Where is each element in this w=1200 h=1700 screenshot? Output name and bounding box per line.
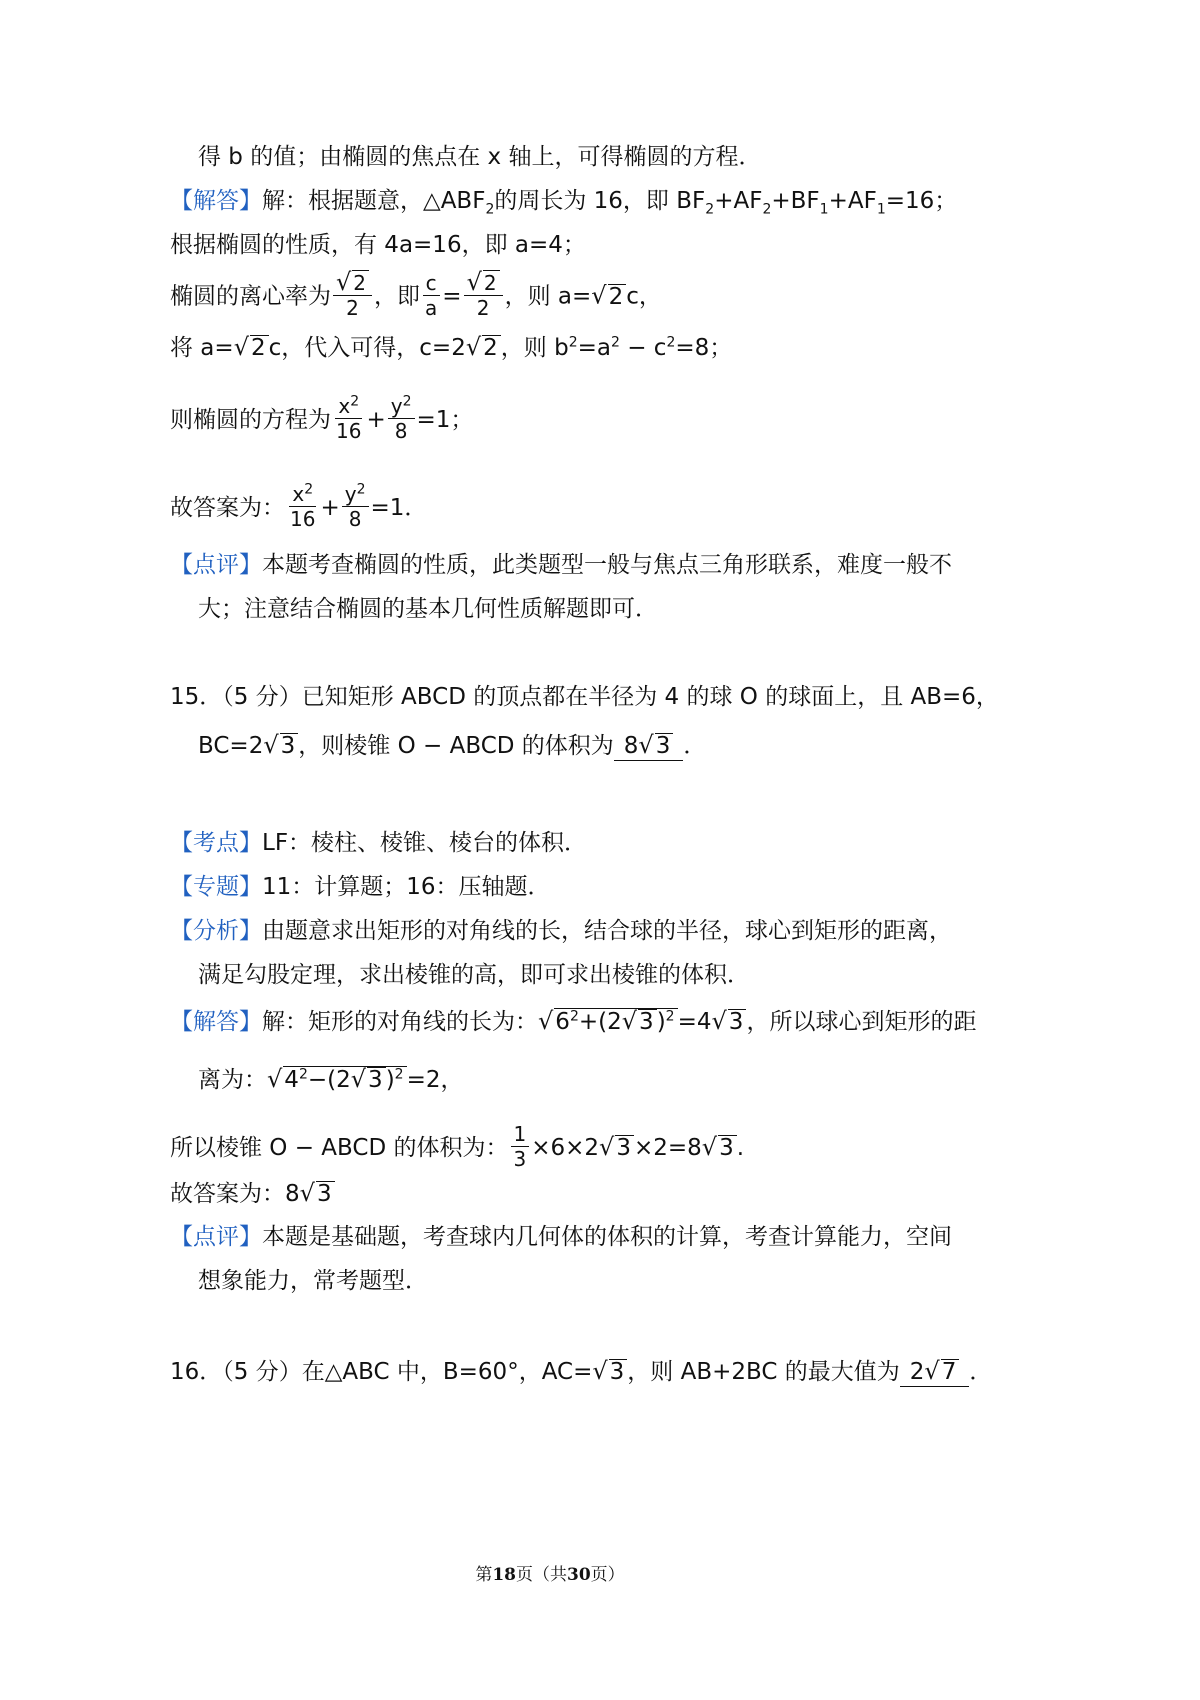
- radicand: 3: [655, 733, 674, 758]
- kaodian-line: [170, 828, 587, 858]
- text: 的周长为 16，即 BF: [494, 188, 706, 214]
- superscript: 2: [298, 1066, 308, 1083]
- sqrt-sign: √: [592, 1357, 608, 1385]
- text: 根据椭圆的性质，有 4a=16，即 a=4；: [170, 232, 586, 258]
- text: 11：计算题；16：压轴题．: [262, 874, 551, 900]
- subscript: 2: [485, 201, 495, 218]
- question-text: 15．（5 分）已知矩形 ABCD 的顶点都在半径为 4 的球 O 的球面上，且 AB=6，: [170, 684, 999, 710]
- superscript: 2: [304, 481, 314, 498]
- text: 本题是基础题，考查球内几何体的体积的计算，考查计算能力，空间: [262, 1224, 952, 1250]
- question-16: [170, 1356, 992, 1387]
- sqrt-sign: √: [233, 333, 249, 361]
- text: ): [385, 1067, 395, 1093]
- sqrt-sign: √: [638, 731, 654, 759]
- superscript: 2: [569, 1008, 579, 1025]
- radicand: 2: [352, 270, 369, 295]
- sqrt-sign: √: [538, 1007, 554, 1035]
- sqrt-sign: √: [466, 268, 482, 296]
- section-tag: 【考点】: [170, 830, 262, 856]
- section-tag: 【点评】: [170, 1224, 262, 1250]
- sqrt-sign: √: [701, 1133, 718, 1161]
- numerator: 1: [511, 1122, 530, 1147]
- question-15: [170, 682, 999, 712]
- radicand: 3: [718, 1135, 737, 1160]
- sqrt-sign: √: [465, 333, 482, 361]
- sqrt-sign: √: [591, 281, 607, 310]
- answer: 2: [909, 1359, 925, 1385]
- text: 所以棱锥 O − ABCD 的体积为：: [170, 1135, 509, 1161]
- answer-blank: [614, 731, 684, 761]
- text: 6: [555, 1009, 570, 1035]
- superscript: 2: [350, 393, 360, 410]
- text: LF：棱柱、棱锥、棱台的体积．: [262, 830, 588, 856]
- text: (2: [327, 1067, 351, 1093]
- text-line: [198, 142, 761, 172]
- text: =a: [577, 335, 611, 361]
- radicand: 2: [608, 284, 627, 309]
- text: ，则 b: [500, 335, 569, 361]
- text: BC=2: [198, 733, 264, 759]
- sqrt-sign: √: [350, 1065, 367, 1093]
- operator: +: [578, 1009, 599, 1035]
- text: =1；: [416, 407, 474, 433]
- section-tag: 【分析】: [170, 918, 262, 944]
- answer-line: [170, 1178, 335, 1209]
- radicand: 2: [482, 335, 501, 360]
- fenxi-line: [170, 916, 952, 946]
- text: .: [736, 1135, 745, 1161]
- formula-line: 椭圆的离心率为 $\frac{√ 2}{2}$ ，即 $\frac{c}{a}$ = $\frac{√ 2}{2}$ ，则 a=√2 c，: [170, 268, 662, 320]
- sqrt-sign: √: [267, 1065, 283, 1093]
- formula-line: [170, 481, 428, 533]
- question-15-cont: [198, 730, 706, 761]
- text: 得 b 的值；由椭圆的焦点在 x 轴上，可得椭圆的方程．: [198, 144, 762, 170]
- text: ，则 a=: [504, 283, 592, 310]
- subscript: 2: [762, 201, 772, 218]
- text: 4: [284, 1067, 299, 1093]
- text: 大；注意结合椭圆的基本几何性质解题即可．: [198, 596, 658, 622]
- text: ，即: [374, 283, 421, 310]
- radicand: 3: [609, 1359, 628, 1384]
- fraction: [388, 394, 415, 443]
- denominator: 8: [348, 507, 362, 531]
- question-text: 16．（5 分）在△ABC 中，B=60°，AC=: [170, 1359, 593, 1385]
- radicand: 2: [250, 335, 269, 360]
- section-tag: 【解答】: [170, 1009, 262, 1035]
- comment-line: [198, 594, 658, 624]
- text: 将 a=: [170, 335, 234, 361]
- text: 由题意求出矩形的对角线的长，结合球的半径，球心到矩形的距离，: [262, 918, 952, 944]
- radicand: 3: [615, 1135, 634, 1160]
- text: ): [656, 1009, 666, 1035]
- radicand: [283, 1066, 406, 1092]
- text: +BF: [771, 188, 820, 214]
- answer: 8: [623, 733, 639, 759]
- text: 离为：: [198, 1067, 267, 1093]
- text: ，所以球心到矩形的距: [746, 1009, 977, 1035]
- numerator: y: [390, 394, 403, 418]
- operator: +: [366, 407, 386, 433]
- denominator: 2: [476, 296, 490, 320]
- sqrt-sign: √: [599, 1133, 615, 1161]
- jieda-line: [170, 1124, 744, 1173]
- fraction: [422, 271, 440, 320]
- denominator: 8: [394, 419, 408, 443]
- sqrt-sign: √: [711, 1007, 727, 1035]
- solution-line: [170, 186, 957, 216]
- section-tag: 【解答】: [170, 188, 262, 214]
- radicand: 3: [280, 733, 299, 758]
- text: 想象能力，常考题型．: [198, 1268, 428, 1294]
- comment-line: [198, 1266, 428, 1296]
- text: 椭圆的离心率为: [170, 283, 331, 310]
- denominator: 3: [513, 1147, 527, 1171]
- operator: +: [320, 495, 340, 521]
- text: +AF: [828, 188, 877, 214]
- superscript: 2: [610, 334, 620, 351]
- text: 满足勾股定理，求出棱锥的高，即可求出棱锥的体积．: [198, 962, 750, 988]
- text: 页（共: [516, 1565, 567, 1585]
- text: c，代入可得，c=2: [268, 335, 466, 361]
- text: − c: [619, 335, 667, 361]
- denominator: 16: [290, 507, 316, 531]
- answer-blank: [900, 1357, 970, 1387]
- jieda-line: [170, 1006, 976, 1037]
- fraction: [333, 394, 364, 443]
- operator: −: [307, 1067, 328, 1093]
- text: 页）: [590, 1565, 625, 1585]
- text: 解：根据题意，△ABF: [262, 188, 486, 214]
- superscript: 2: [394, 1066, 404, 1083]
- superscript: 2: [356, 481, 366, 498]
- denominator: 16: [336, 419, 362, 443]
- numerator: x: [338, 394, 351, 418]
- text: 故答案为：: [170, 495, 285, 521]
- fraction: [511, 1122, 530, 1171]
- page-total: 30: [567, 1565, 591, 1585]
- sqrt-sign: √: [336, 268, 352, 296]
- text: 本题考查椭圆的性质，此类题型一般与焦点三角形联系，难度一般不: [262, 552, 952, 578]
- text: 解：矩形的对角线的长为：: [262, 1009, 538, 1035]
- page-footer: [0, 1560, 1100, 1585]
- text: =4: [677, 1009, 712, 1035]
- fraction: [287, 482, 318, 531]
- text: ，则 AB+2BC 的最大值为: [627, 1359, 900, 1385]
- text: (2: [598, 1009, 622, 1035]
- radicand: 3: [728, 1009, 747, 1034]
- text: =8；: [675, 335, 733, 361]
- text: ，则棱锥 O − ABCD 的体积为: [298, 733, 614, 759]
- text: 则椭圆的方程为: [170, 407, 331, 433]
- text: ．: [969, 1359, 993, 1385]
- radicand: 3: [367, 1067, 386, 1092]
- sqrt-sign: √: [621, 1007, 638, 1035]
- jieda-line: [198, 1064, 464, 1095]
- superscript: 2: [402, 393, 412, 410]
- text: =16；: [885, 188, 958, 214]
- superscript: 2: [666, 334, 676, 351]
- text: ．: [683, 733, 707, 759]
- page-number: 18: [492, 1565, 516, 1585]
- subscript: 2: [705, 201, 715, 218]
- denominator: a: [425, 295, 438, 320]
- sqrt-sign: √: [263, 731, 279, 759]
- formula-line: [170, 332, 732, 363]
- subscript: 1: [876, 201, 886, 218]
- text: ×6×2: [531, 1135, 600, 1161]
- formula-line: [170, 393, 474, 445]
- superscript: 2: [665, 1008, 675, 1025]
- denominator: 2: [346, 296, 359, 320]
- fraction: [464, 270, 503, 320]
- text: 第: [475, 1565, 493, 1585]
- radicand: 3: [638, 1009, 657, 1034]
- fenxi-line: [198, 960, 750, 990]
- text: =2，: [406, 1067, 464, 1093]
- zhuanti-line: [170, 872, 551, 902]
- sqrt-sign: √: [924, 1357, 940, 1385]
- numerator: x: [292, 482, 305, 506]
- text: c，: [626, 283, 662, 310]
- radicand: 2: [483, 270, 500, 295]
- text: =1．: [370, 495, 428, 521]
- numerator: y: [344, 482, 357, 506]
- text: ×2=8: [633, 1135, 702, 1161]
- text: 故答案为：8: [170, 1181, 300, 1207]
- comment-line: [170, 1222, 952, 1252]
- superscript: 2: [568, 334, 578, 351]
- numerator: c: [423, 271, 440, 296]
- sqrt-sign: √: [299, 1179, 315, 1207]
- fraction: [342, 482, 369, 531]
- radicand: [554, 1008, 677, 1034]
- section-tag: 【点评】: [170, 552, 262, 578]
- radicand: 3: [316, 1181, 335, 1206]
- subscript: 1: [819, 201, 829, 218]
- text-line: [170, 230, 586, 260]
- radicand: 7: [941, 1359, 960, 1384]
- text: +AF: [714, 188, 763, 214]
- section-tag: 【专题】: [170, 874, 262, 900]
- comment-line: [170, 550, 952, 580]
- fraction: [333, 270, 372, 320]
